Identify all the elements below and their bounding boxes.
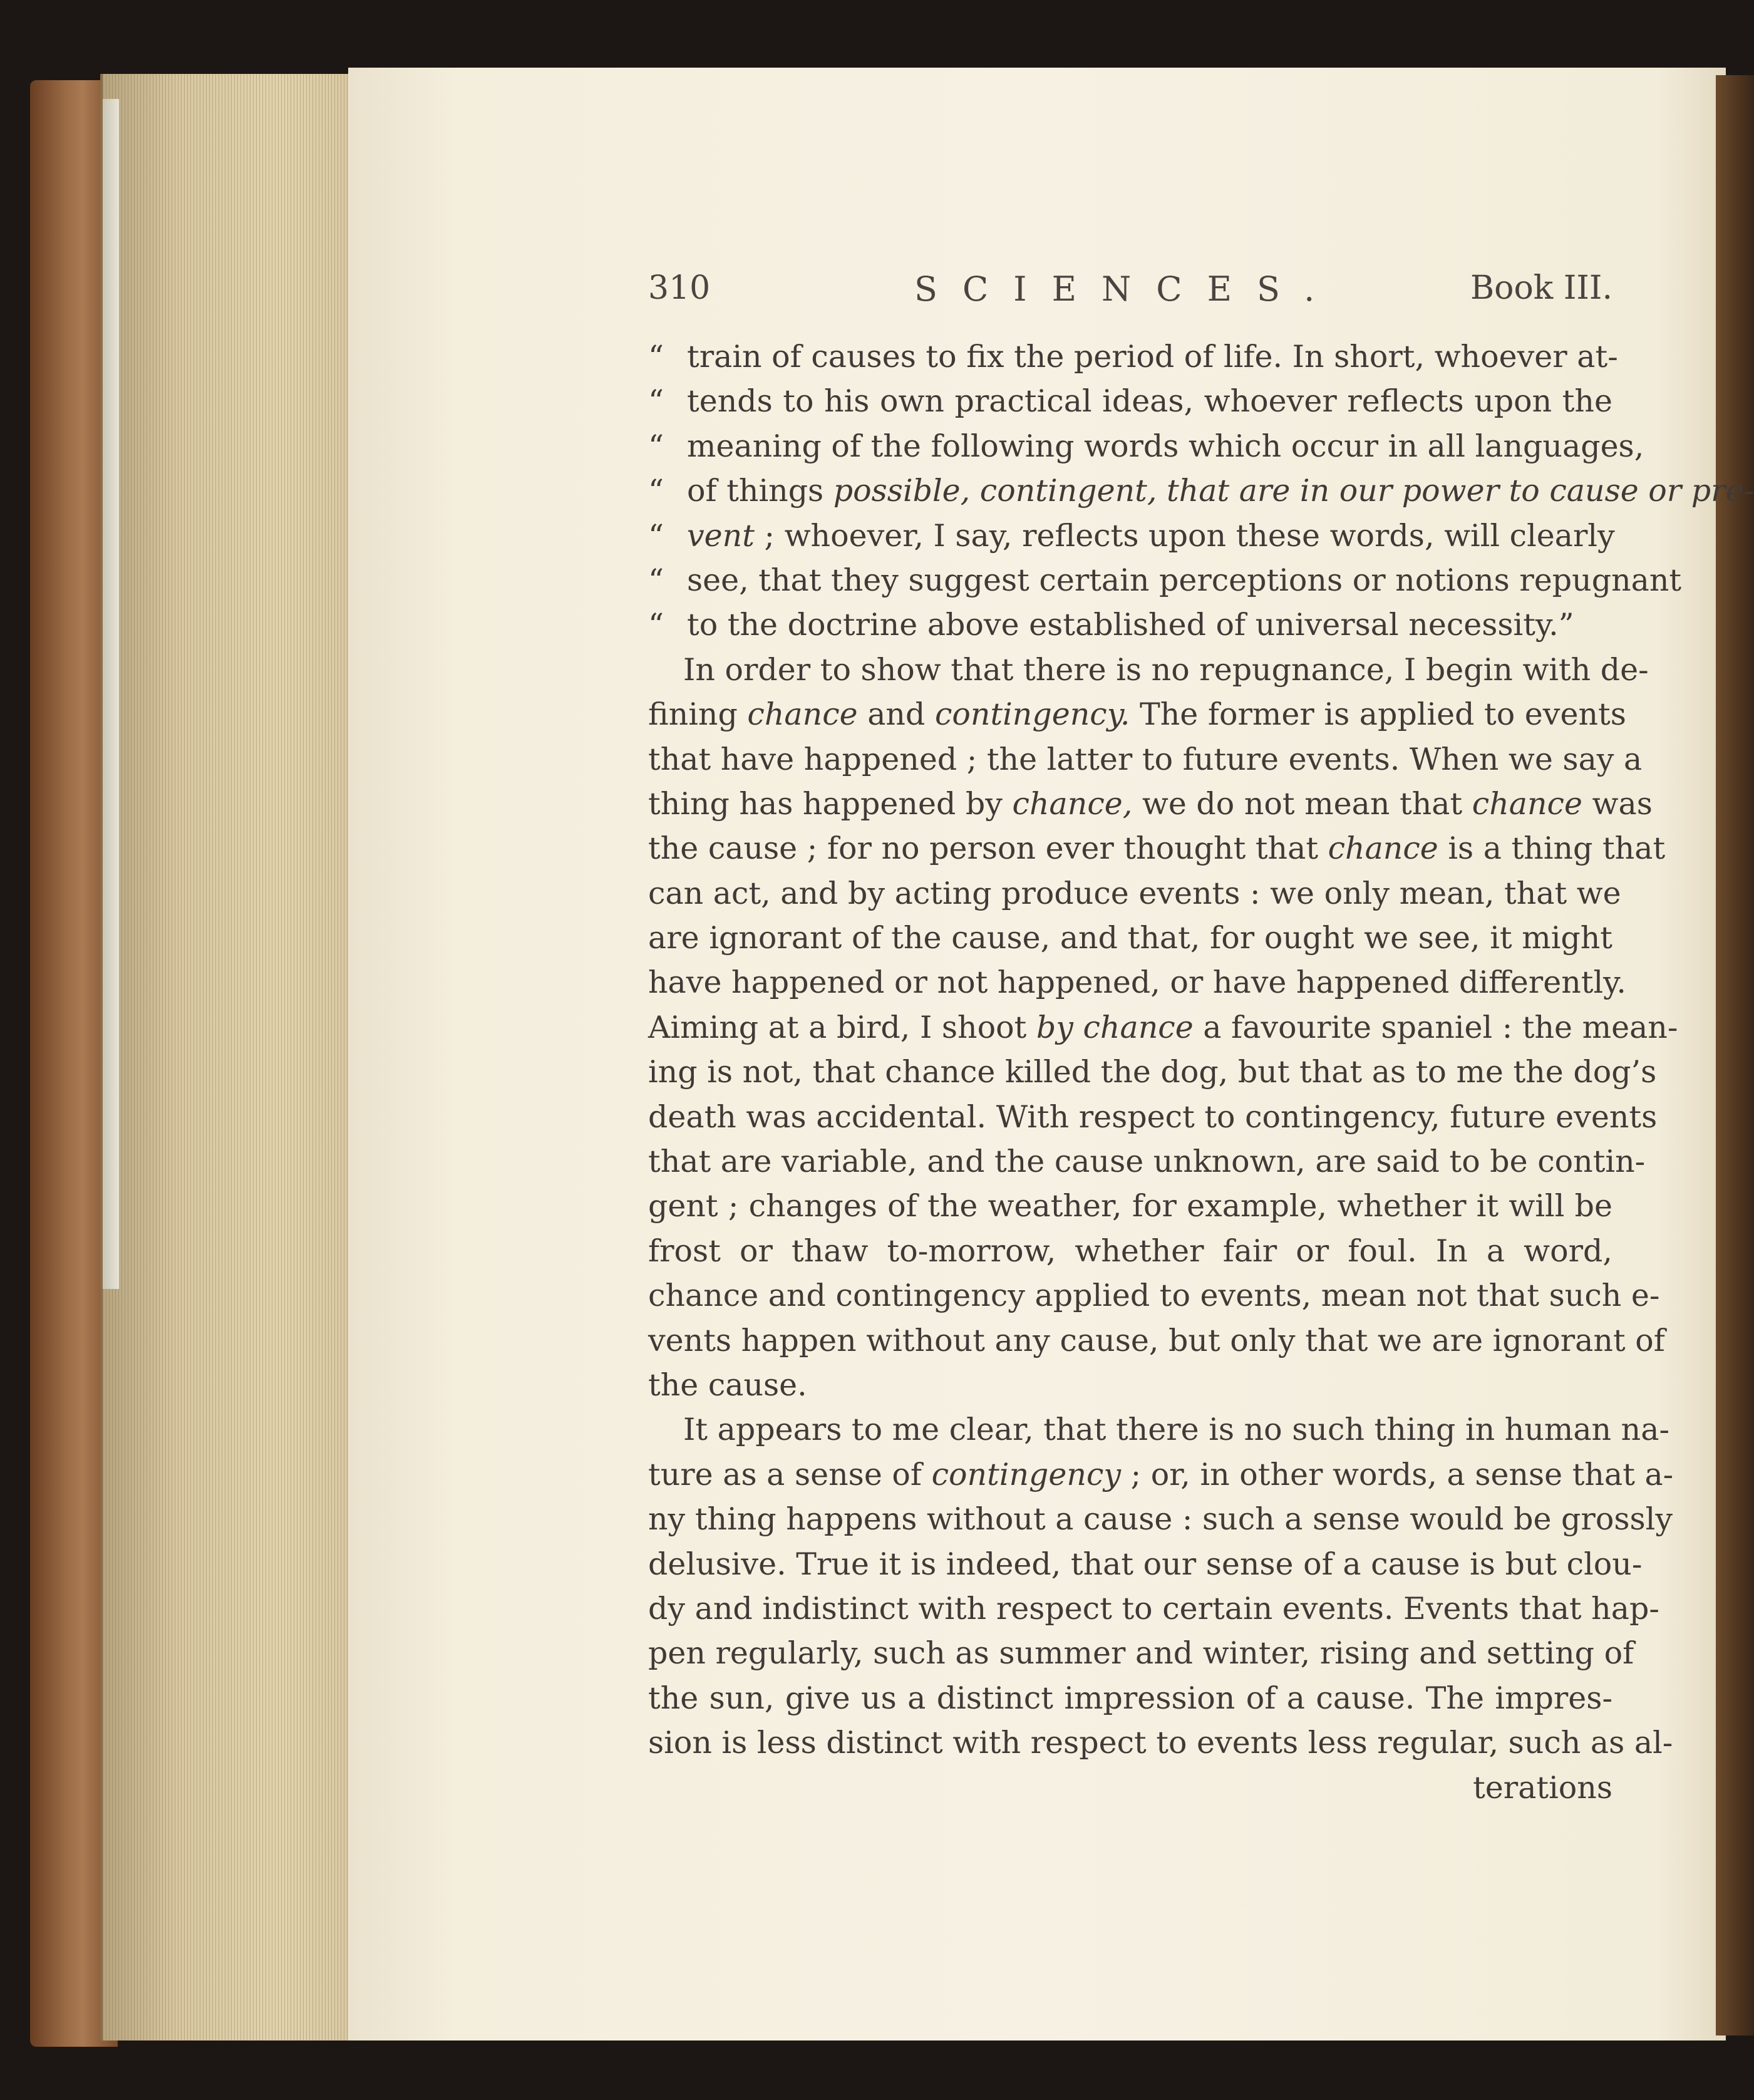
body-text xyxy=(648,334,1754,1810)
text-line xyxy=(648,782,1653,826)
plain-text: terations xyxy=(1473,1769,1612,1806)
plain-text: thing has happened by xyxy=(648,785,1013,822)
italic-text: contingency. xyxy=(934,696,1130,733)
text-line xyxy=(648,1229,1612,1273)
quote-mark: “ xyxy=(648,517,664,554)
line-text xyxy=(648,1720,1673,1765)
running-title: SCIENCES. xyxy=(914,269,1340,309)
text-line xyxy=(648,1095,1658,1139)
italic-text: vent xyxy=(687,517,755,554)
line-text xyxy=(687,334,1618,379)
page-number: 310 xyxy=(648,269,711,307)
text-line xyxy=(648,514,1615,558)
page-edges xyxy=(100,74,353,2041)
plain-text: that have happened ; the latter to future events. When we say a xyxy=(648,741,1643,777)
text-line xyxy=(648,871,1621,916)
plain-text: was xyxy=(1582,785,1653,822)
quote-mark: “ xyxy=(648,562,664,598)
line-text xyxy=(648,826,1666,871)
italic-text: chance xyxy=(1328,830,1438,867)
line-text xyxy=(687,514,1615,558)
plain-text: ny thing happens without a cause : such a sense would be grossly xyxy=(648,1501,1673,1538)
text-line xyxy=(648,1363,1612,1407)
line-text xyxy=(687,379,1612,423)
plain-text: vents happen without any cause, but only that we are ignorant of xyxy=(648,1322,1665,1358)
text-line xyxy=(648,960,1626,1005)
plain-text: pen regularly, such as summer and winter, rising and setting of xyxy=(648,1635,1634,1672)
plain-text: the cause ; for no person ever thought that xyxy=(648,830,1328,867)
plain-text: is a thing that xyxy=(1438,830,1666,867)
line-text xyxy=(648,782,1653,826)
plain-text: gent ; changes of the weather, for example, whether it will be xyxy=(648,1188,1612,1224)
plain-text: ; or, in other words, a sense that a- xyxy=(1121,1456,1674,1492)
text-line xyxy=(648,558,1682,603)
plain-text: have happened or not happened, or have happened differently. xyxy=(648,965,1626,1001)
plain-text: In order to show that there is no repugnance, I begin with de- xyxy=(683,651,1649,688)
line-text xyxy=(648,1095,1658,1139)
line-text xyxy=(648,1139,1646,1184)
text-line xyxy=(648,826,1666,871)
italic-text: chance, xyxy=(1012,785,1133,822)
italic-text: by chance xyxy=(1036,1009,1194,1045)
quote-mark: “ xyxy=(648,339,664,375)
text-line xyxy=(648,1318,1665,1363)
text-line xyxy=(648,648,1649,692)
running-header xyxy=(648,269,1612,313)
text-line xyxy=(648,1497,1673,1541)
text-line xyxy=(648,379,1612,423)
plain-text: the sun, give us a distinct impression of a cause. The impres- xyxy=(648,1680,1612,1716)
text-line xyxy=(648,1676,1612,1720)
line-text xyxy=(648,916,1612,960)
quote-mark: “ xyxy=(648,428,664,464)
line-text xyxy=(648,1005,1678,1050)
text-line xyxy=(648,1273,1660,1318)
text-line xyxy=(648,1139,1646,1184)
line-text xyxy=(687,424,1644,468)
text-line xyxy=(648,1452,1674,1497)
plain-text: see, that they suggest certain perceptions or notions repugnant xyxy=(687,562,1682,598)
line-text xyxy=(648,1676,1612,1720)
plain-text: are ignorant of the cause, and that, for ought we see, it might xyxy=(648,920,1612,956)
text-line xyxy=(648,692,1626,737)
plain-text: we do not mean that xyxy=(1132,785,1472,822)
plain-text: can act, and by acting produce events : we only mean, that we xyxy=(648,875,1621,911)
line-text xyxy=(648,871,1621,916)
plain-text: that are variable, and the cause unknown, are said to be contin- xyxy=(648,1144,1646,1180)
text-line xyxy=(648,1631,1634,1675)
plain-text: frost or thaw to-morrow, whether fair or foul. In a word, xyxy=(648,1233,1612,1269)
facing-page-edge xyxy=(1716,75,1754,2035)
line-text xyxy=(648,1542,1643,1586)
line-text xyxy=(648,1229,1612,1273)
line-text xyxy=(648,1050,1657,1094)
line-text xyxy=(648,960,1626,1005)
plain-text: and xyxy=(857,696,935,733)
plain-text: train of causes to fix the period of life. In short, whoever at- xyxy=(687,339,1618,375)
text-line xyxy=(648,334,1618,379)
text-line xyxy=(648,468,1754,513)
quote-mark: “ xyxy=(648,607,664,643)
plain-text: meaning of the following words which occur in all languages, xyxy=(687,428,1644,464)
line-text xyxy=(648,737,1643,782)
plain-text: ; whoever, I say, reflects upon these words, will clearly xyxy=(754,517,1615,554)
text-line xyxy=(648,737,1643,782)
italic-text: possible, contingent, that are in our power to cause or pre- xyxy=(833,473,1754,509)
line-text xyxy=(648,1586,1659,1631)
line-text xyxy=(648,692,1626,737)
text-line xyxy=(648,603,1612,647)
line-text xyxy=(683,648,1649,692)
text-line xyxy=(648,1407,1670,1452)
inner-strip xyxy=(103,99,119,1289)
text-line xyxy=(648,1542,1643,1586)
italic-text: contingency xyxy=(931,1456,1122,1492)
plain-text: of things xyxy=(687,473,833,509)
line-text xyxy=(687,603,1612,647)
line-text xyxy=(648,1631,1634,1675)
line-text xyxy=(687,558,1682,603)
plain-text: to the doctrine above established of universal necessity.” xyxy=(687,607,1574,643)
text-line xyxy=(648,1720,1673,1765)
text-line xyxy=(648,916,1612,960)
plain-text: delusive. True it is indeed, that our sense of a cause is but clou- xyxy=(648,1546,1643,1582)
plain-text: sion is less distinct with respect to events less regular, such as al- xyxy=(648,1725,1673,1761)
plain-text: the cause. xyxy=(648,1367,807,1403)
plain-text: ture as a sense of xyxy=(648,1456,932,1492)
line-text xyxy=(648,1766,1612,1810)
line-text xyxy=(683,1407,1670,1452)
plain-text: fining xyxy=(648,696,748,733)
text-line xyxy=(648,1586,1659,1631)
text-line xyxy=(648,424,1644,468)
italic-text: chance xyxy=(747,696,858,733)
plain-text: death was accidental. With respect to contingency, future events xyxy=(648,1099,1658,1135)
plain-text: It appears to me clear, that there is no such thing in human na- xyxy=(683,1412,1670,1448)
plain-text: tends to his own practical ideas, whoever reflects upon the xyxy=(687,383,1612,420)
italic-text: chance xyxy=(1472,785,1582,822)
plain-text: a favourite spaniel : the mean- xyxy=(1193,1009,1678,1045)
line-text xyxy=(687,468,1754,513)
text-line xyxy=(648,1005,1678,1050)
book-label: Book III. xyxy=(1470,269,1612,307)
line-text xyxy=(648,1497,1673,1541)
text-line xyxy=(648,1766,1612,1810)
line-text xyxy=(648,1273,1660,1318)
text-line xyxy=(648,1050,1657,1094)
line-text xyxy=(648,1184,1612,1228)
plain-text: ing is not, that chance killed the dog, but that as to me the dog’s xyxy=(648,1054,1657,1090)
text-line xyxy=(648,1184,1612,1228)
plain-text: Aiming at a bird, I shoot xyxy=(648,1009,1036,1045)
line-text xyxy=(648,1363,1612,1407)
quote-mark: “ xyxy=(648,473,664,509)
plain-text: dy and indistinct with respect to certain events. Events that hap- xyxy=(648,1590,1659,1627)
plain-text: chance and contingency applied to events, mean not that such e- xyxy=(648,1278,1660,1314)
line-text xyxy=(648,1452,1674,1497)
quote-mark: “ xyxy=(648,383,664,420)
plain-text: The former is applied to events xyxy=(1130,696,1626,733)
line-text xyxy=(648,1318,1665,1363)
